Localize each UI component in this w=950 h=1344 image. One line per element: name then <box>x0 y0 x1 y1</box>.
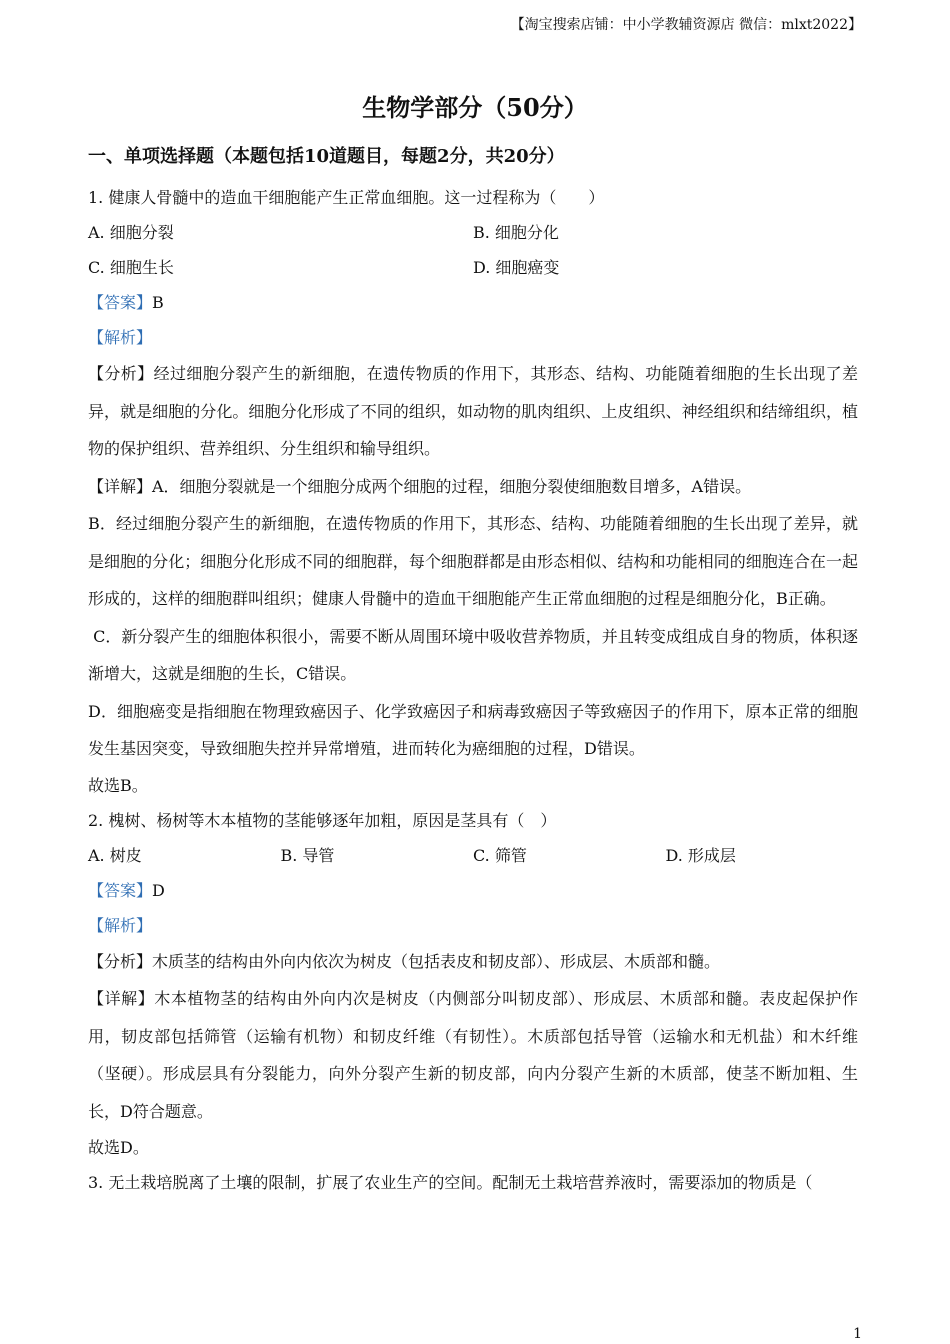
question-1-option-b: B. 细胞分化 <box>473 223 559 242</box>
question-2-options <box>88 838 858 873</box>
answer-tag: 【答案】 <box>88 293 153 312</box>
question-1-option-a: A. 细胞分裂 <box>88 223 174 242</box>
analysis-tag: 【解析】 <box>88 915 153 935</box>
question-1-detail-c: C．新分裂产生的细胞体积很小，需要不断从周围环境中吸收营养物质，并且转变成组成自身的物质，体积逐渐增大，这就是细胞的生长，C错误。 <box>88 626 858 683</box>
question-1-analysis: 【分析】经过细胞分裂产生的新细胞，在遗传物质的作用下，其形态、结构、功能随着细胞的生长出现了差异，就是细胞的分化。细胞分化形成了不同的组织，如动物的肌肉组织、上皮组织、神经组织和结缔组织，植物的保护组织、营养组织、分生组织和输导组织。 <box>88 364 858 458</box>
question-1-detail-a: 【详解】A．细胞分裂就是一个细胞分成两个细胞的过程，细胞分裂使细胞数目增多，A错误。 <box>88 476 752 496</box>
question-2-option-c: C. 筛管 <box>473 845 527 865</box>
question-2-analysis: 【分析】木质茎的结构由外向内依次为树皮（包括表皮和韧皮部）、形成层、木质部和髓。 <box>88 951 721 971</box>
question-2-stem: 2. 槐树、杨树等木本植物的茎能够逐年加粗，原因是茎具有（ ） <box>88 810 557 830</box>
section-heading: 一、单项选择题（本题包括10道题目，每题2分，共20分） <box>88 146 565 167</box>
question-1-option-c: C. 细胞生长 <box>88 258 174 277</box>
question-2-detail: 【详解】木本植物茎的结构由外向内次是树皮（内侧部分叫韧皮部）、形成层、木质部和髓。表皮起保护作用，韧皮部包括筛管（运输有机物）和韧皮纤维（有韧性）。木质部包括导管（运输水和无机盐）和木纤维（坚硬）。形成层具有分裂能力，向外分裂产生新的韧皮部，向内分裂产生新的木质部，使茎不断加粗、生长，D符合题意。 <box>88 989 858 1121</box>
answer-value: D <box>152 880 165 900</box>
question-2-option-b: B. 导管 <box>280 845 335 865</box>
question-1-detail-d: D．细胞癌变是指细胞在物理致癌因子、化学致癌因子和病毒致癌因子等致癌因子的作用下，原本正常的细胞发生基因突变，导致细胞失控并异常增殖，进而转化为癌细胞的过程，D错误。 <box>88 701 858 758</box>
question-1-conclusion: 故选B。 <box>88 775 148 795</box>
question-1-answer <box>88 285 858 320</box>
answer-tag: 【答案】 <box>88 880 153 900</box>
document-body <box>88 144 858 1200</box>
question-2-option-a: A. 树皮 <box>88 845 142 865</box>
question-3-stem: 3. 无土栽培脱离了土壤的限制，扩展了农业生产的空间。配制无土栽培营养液时，需要添加的物质是（ <box>88 1173 813 1192</box>
page-number: 1 <box>853 1326 862 1342</box>
question-1-detail-b: B．经过细胞分裂产生的新细胞，在遗传物质的作用下，其形态、结构、功能随着细胞的生长出现了差异，就是细胞的分化；细胞分化形成不同的细胞群，每个细胞群都是由形态相似、结构和功能相同的细胞连合在一起形成的，这样的细胞群叫组织；健康人骨髓中的造血干细胞能产生正常血细胞的过程是细胞分化，B正确。 <box>88 514 858 608</box>
question-1-option-d: D. 细胞癌变 <box>473 258 560 277</box>
answer-value: B <box>152 293 164 312</box>
header-note: 【淘宝搜索店铺：中小学教辅资源店 微信：mlxt2022】 <box>510 17 862 33</box>
question-2-answer <box>88 873 858 908</box>
question-2-option-d: D. 形成层 <box>665 845 736 865</box>
question-1-options-row-1 <box>88 215 858 250</box>
question-1-options-row-2 <box>88 250 858 285</box>
analysis-tag: 【解析】 <box>88 328 153 347</box>
question-2-conclusion: 故选D。 <box>88 1138 149 1157</box>
page-title: 生物学部分（50分） <box>362 93 588 122</box>
question-1-stem: 1. 健康人骨髓中的造血干细胞能产生正常血细胞。这一过程称为（ ） <box>88 188 605 207</box>
